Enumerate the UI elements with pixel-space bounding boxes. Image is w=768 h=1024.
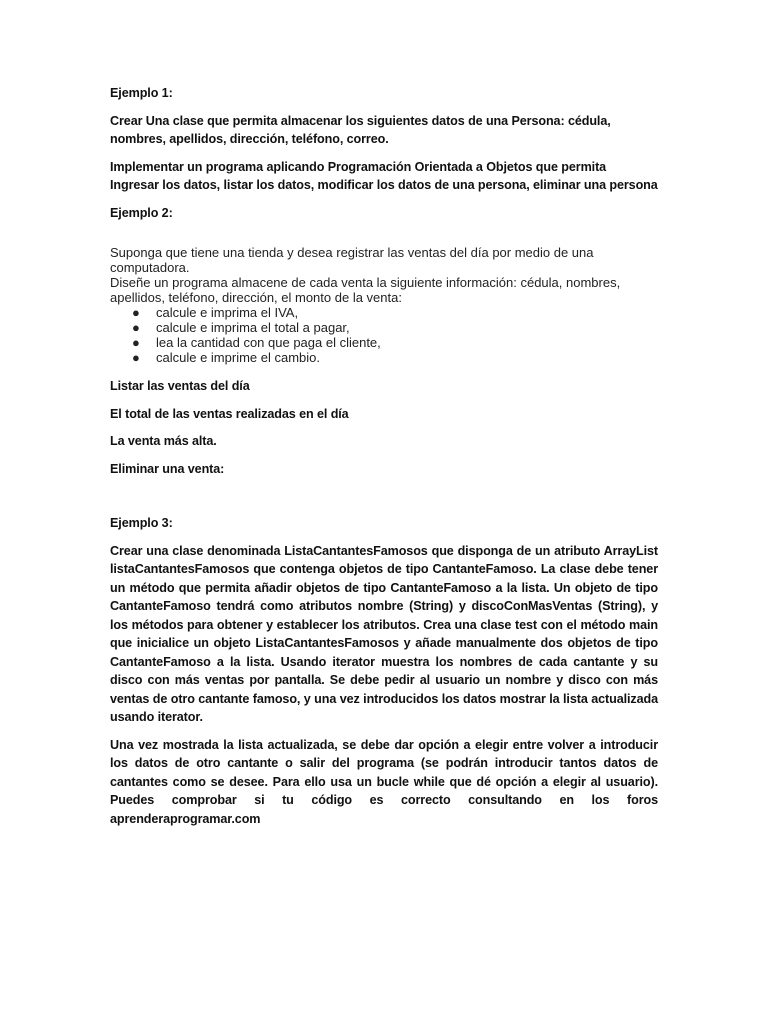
- bullet-item: ● lea la cantidad con que paga el cliente,: [132, 335, 381, 350]
- ejemplo-2-heading: Ejemplo 2:: [110, 205, 173, 220]
- bullet-item: ● calcule e imprime el cambio.: [132, 350, 321, 365]
- bullet-item: ● calcule e imprima el total a pagar,: [132, 320, 350, 335]
- ejemplo-2-item-total: El total de las ventas realizadas en el día: [110, 406, 349, 421]
- ejemplo-3-paragraph-2: Una vez mostrada la lista actualizada, se debe dar opción a elegir entre volver a introducir los datos de otro cantante o salir del programa (se podrán introducir tantos datos de cantantes como se desee. Para ello usa un bucle while que dé opción a elegir al usuario). Puedes comprobar si tu código es correcto consultando en los foros aprenderaprogramar.com: [110, 737, 658, 826]
- ejemplo-3-heading: Ejemplo 3:: [110, 516, 173, 530]
- ejemplo-2-item-venta-alta: La venta más alta.: [110, 434, 217, 448]
- ejemplo-1-paragraph-1: Crear Una clase que permita almacenar los siguientes datos de una Persona: cédula, nombres, apellidos, dirección, teléfono, correo.: [110, 113, 611, 146]
- bullet-icon: ●: [132, 350, 140, 365]
- ejemplo-3-paragraph-1: Crear una clase denominada ListaCantantesFamosos que disponga de un atributo ArrayList listaCantantesFamosos que contenga objetos de tipo CantanteFamoso. La clase debe tener un método que permita añadir objetos de tipo CantanteFamoso a la lista. Un objeto de tipo CantanteFamoso tendrá como atributos nombre (String) y discoConMasVentas (String), y los métodos para obtener y establecer los atributos. Crea una clase test con el método main que inicialice un objeto ListaCantantesFamosos y añade manualmente dos objetos de tipo CantanteFamoso a la lista. Usando iterator muestra los nombres de cada cantante y su disco con más ventas por pantalla. Se debe pedir al usuario un nombre y disco con más ventas de otro cantante famoso, y una vez introducidos los datos mostrar la lista actualizada usando iterator.: [110, 543, 658, 724]
- ejemplo-2-description: [110, 245, 658, 365]
- bullet-icon: ●: [132, 320, 140, 335]
- ejemplo-2-item-eliminar: Eliminar una venta:: [110, 461, 225, 476]
- ejemplo-2-bullet-list: [110, 305, 658, 365]
- bullet-item: ● calcule e imprima el IVA,: [132, 305, 299, 320]
- ejemplo-2-item-listar: Listar las ventas del día: [110, 379, 250, 393]
- ejemplo-1-paragraph-2: Implementar un programa aplicando Programación Orientada a Objetos que permita Ingresar los datos, listar los datos, modificar los datos de una persona, eliminar una persona: [110, 159, 658, 192]
- document-body: [110, 84, 658, 828]
- bullet-icon: ●: [132, 305, 140, 320]
- ejemplo-2-intro-1: Suponga que tiene una tienda y desea registrar las ventas del día por medio de una computadora.: [110, 245, 594, 275]
- ejemplo-2-intro-2: Diseñe un programa almacene de cada venta la siguiente información: cédula, nombres, apellidos, teléfono, dirección, el monto de la venta:: [110, 275, 621, 305]
- bullet-icon: ●: [132, 335, 140, 350]
- ejemplo-1-heading: Ejemplo 1:: [110, 86, 173, 100]
